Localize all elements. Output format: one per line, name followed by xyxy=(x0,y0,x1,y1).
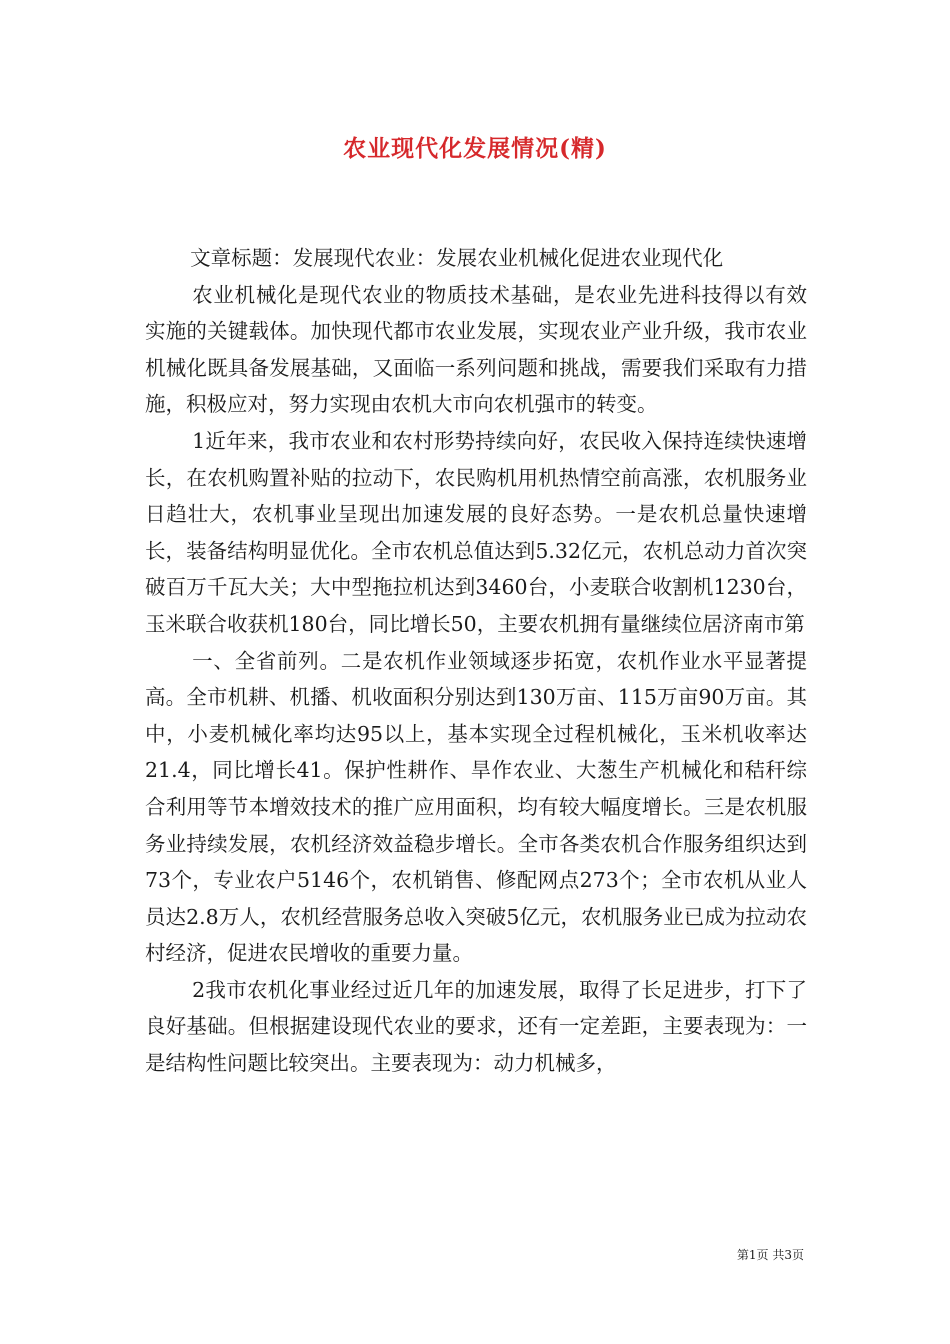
document-body xyxy=(145,240,807,1082)
paragraph-4: 2我市农机化事业经过近几年的加速发展，取得了长足进步，打下了良好基础。但根据建设现代农业的要求，还有一定差距，主要表现为：一是结构性问题比较突出。主要表现为：动力机械多， xyxy=(145,977,807,1076)
paragraph-1: 农业机械化是现代农业的物质技术基础，是农业先进科技得以有效实施的关键载体。加快现代都市农业发展，实现农业产业升级，我市农业机械化既具备发展基础，又面临一系列问题和挑战，需要我们采取有力措施，积极应对，努力实现由农机大市向农机强市的转变。 xyxy=(145,282,807,417)
article-subtitle: 文章标题：发展现代农业：发展农业机械化促进农业现代化 xyxy=(190,246,724,270)
page-number-footer: 第1页 共3页 xyxy=(736,1248,804,1262)
document-title: 农业现代化发展情况(精) xyxy=(343,135,607,162)
paragraph-2: 1近年来，我市农业和农村形势持续向好，农民收入保持连续快速增长，在农机购置补贴的拉动下，农民购机用机热情空前高涨，农机服务业日趋壮大，农机事业呈现出加速发展的良好态势。一是农机总量快速增长，装备结构明显优化。全市农机总值达到5.32亿元，农机总动力首次突破百万千瓦大关；大中型拖拉机达到3460台，小麦联合收割机1230台，玉米联合收获机180台，同比增长50，主要农机拥有量继续位居济南市第 xyxy=(145,428,807,636)
paragraph-3: 一、全省前列。二是农机作业领域逐步拓宽，农机作业水平显著提高。全市机耕、机播、机收面积分别达到130万亩、115万亩90万亩。其中，小麦机械化率均达95以上，基本实现全过程机械化，玉米机收率达21.4，同比增长41。保护性耕作、旱作农业、大葱生产机械化和秸秆综合利用等节本增效技术的推广应用面积，均有较大幅度增长。三是农机服务业持续发展，农机经济效益稳步增长。全市各类农机合作服务组织达到73个，专业农户5146个，农机销售、修配网点273个；全市农机从业人员达2.8万人，农机经营服务总收入突破5亿元，农机服务业已成为拉动农村经济，促进农民增收的重要力量。 xyxy=(145,648,807,966)
